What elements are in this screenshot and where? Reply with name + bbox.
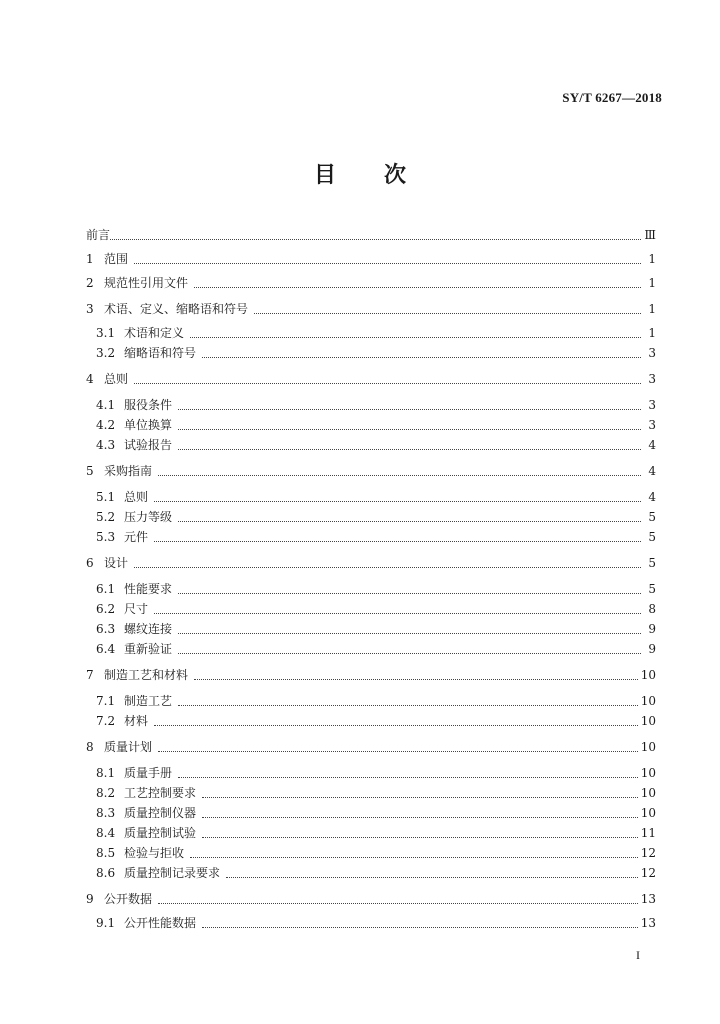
toc-entry-page: 9 [648, 642, 656, 656]
dot-leader [134, 369, 641, 384]
toc-entry-number: 5 [86, 464, 94, 478]
dot-leader [178, 415, 641, 430]
toc-entry-number: 5.2 [96, 510, 116, 524]
toc-subsection-entry[interactable] [96, 782, 656, 800]
toc-subsection-entry[interactable] [96, 506, 656, 524]
toc-entry-label: 规范性引用文件 [104, 276, 189, 290]
toc-entry-label: 质量控制仪器 [124, 806, 197, 820]
toc-entry-label: 检验与拒收 [124, 846, 185, 860]
toc-subsection-entry[interactable] [96, 638, 656, 656]
dot-leader [254, 299, 641, 314]
dot-leader [154, 527, 641, 542]
toc-entry-page: 12 [640, 846, 656, 860]
toc-entry-label: 工艺控制要求 [124, 786, 197, 800]
dot-leader [202, 823, 638, 838]
toc-entry[interactable] [86, 298, 656, 316]
dot-leader [178, 579, 641, 594]
toc-entry-label: 单位换算 [124, 418, 173, 432]
title-char-2: 次 [384, 163, 407, 188]
toc-subsection-entry[interactable] [96, 710, 656, 728]
toc-entry-number: 1 [86, 252, 94, 266]
toc-subsection-entry[interactable] [96, 802, 656, 820]
toc-entry-number: 8.5 [96, 846, 116, 860]
toc-entry-page: 8 [648, 602, 656, 616]
standard-code: SY/T 6267—2018 [562, 90, 662, 105]
toc-entry-label: 采购指南 [104, 464, 153, 478]
toc-entry-label: 试验报告 [124, 438, 173, 452]
toc-entry-number: 3.1 [96, 326, 116, 340]
title-char-1: 目 [313, 163, 336, 188]
dot-leader [158, 461, 641, 476]
toc-entry-number: 6.3 [96, 622, 116, 636]
toc-entry-page: 10 [640, 766, 656, 780]
toc-entry-number: 7 [86, 668, 94, 682]
toc-entry-number: 8.6 [96, 866, 116, 880]
toc-entry-page: 5 [648, 530, 656, 544]
toc-entry-label: 设计 [104, 556, 129, 570]
toc-entry-page: 13 [640, 916, 656, 930]
page-title [0, 158, 720, 189]
toc-entry-page: 3 [648, 418, 656, 432]
dot-leader [178, 619, 641, 634]
toc-entry-label: 质量控制记录要求 [124, 866, 221, 880]
dot-leader [202, 783, 638, 798]
toc-entry-number: 6.4 [96, 642, 116, 656]
toc-entry-page: 10 [640, 694, 656, 708]
toc-entry-page: 10 [640, 740, 656, 754]
dot-leader [178, 763, 638, 778]
dot-leader [202, 913, 638, 928]
toc-subsection-entry[interactable] [96, 842, 656, 860]
toc-entry-label: 制造工艺和材料 [104, 668, 189, 682]
dot-leader [178, 395, 641, 410]
toc-entry-label: 材料 [124, 714, 149, 728]
dot-leader [110, 225, 641, 240]
toc-entry-number: 7.2 [96, 714, 116, 728]
toc-entry[interactable] [86, 736, 656, 754]
dot-leader [178, 639, 641, 654]
toc-entry-number: 3 [86, 302, 94, 316]
toc-entry[interactable] [86, 664, 656, 682]
toc-entry-label: 重新验证 [124, 642, 173, 656]
toc-entry-label: 制造工艺 [124, 694, 173, 708]
toc-entry-page: 3 [648, 398, 656, 412]
toc-subsection-entry[interactable] [96, 598, 656, 616]
toc-entry[interactable] [86, 552, 656, 570]
toc-entry-number: 6.1 [96, 582, 116, 596]
toc-entry-number: 9 [86, 892, 94, 906]
toc-entry-number: 3.2 [96, 346, 116, 360]
toc-entry-label: 总则 [124, 490, 149, 504]
toc-entry-label: 性能要求 [124, 582, 173, 596]
toc-entry[interactable] [86, 460, 656, 478]
toc-entry-page: 11 [640, 826, 656, 840]
toc-entry-number: 9.1 [96, 916, 116, 930]
toc-entry[interactable] [86, 224, 656, 242]
toc-entry-number: 6 [86, 556, 94, 570]
toc-entry-number: 2 [86, 276, 94, 290]
dot-leader [194, 273, 641, 288]
toc-entry-page: 1 [648, 252, 656, 266]
toc-entry[interactable] [86, 248, 656, 266]
page-number: I [636, 948, 640, 962]
toc-entry-label: 元件 [124, 530, 149, 544]
toc-entry[interactable] [86, 272, 656, 290]
dot-leader [154, 599, 641, 614]
toc-entry-label: 压力等级 [124, 510, 173, 524]
toc-entry-label: 质量控制试验 [124, 826, 197, 840]
toc-entry-number: 8.2 [96, 786, 116, 800]
toc-subsection-entry[interactable] [96, 822, 656, 840]
toc-entry-number: 8.1 [96, 766, 116, 780]
toc-subsection-entry[interactable] [96, 486, 656, 504]
toc-entry-number: 8 [86, 740, 94, 754]
dot-leader [158, 889, 638, 904]
toc-entry-label: 范围 [104, 252, 129, 266]
toc-entry-page: 13 [640, 892, 656, 906]
toc-entry-label: 公开数据 [104, 892, 153, 906]
toc-entry-page: 10 [640, 786, 656, 800]
toc-entry-page: 5 [648, 582, 656, 596]
dot-leader [190, 323, 641, 338]
toc-entry-label: 质量计划 [104, 740, 153, 754]
toc-subsection-entry[interactable] [96, 322, 656, 340]
toc-subsection-entry[interactable] [96, 394, 656, 412]
toc-entry-label: 螺纹连接 [124, 622, 173, 636]
toc-entry-number: 8.4 [96, 826, 116, 840]
toc-entry-page: 12 [640, 866, 656, 880]
toc-entry-number: 4 [86, 372, 94, 386]
toc-entry-label: 服役条件 [124, 398, 173, 412]
dot-leader [202, 803, 638, 818]
toc-entry-label: 前言 [86, 228, 111, 242]
toc-entry-page: Ⅲ [644, 228, 656, 242]
toc-entry-page: 4 [648, 438, 656, 452]
toc-entry-page: 5 [648, 510, 656, 524]
toc-entry-page: 3 [648, 346, 656, 360]
dot-leader [158, 737, 638, 752]
toc-entry-page: 4 [648, 464, 656, 478]
toc-subsection-entry[interactable] [96, 690, 656, 708]
toc-entry-number: 4.2 [96, 418, 116, 432]
toc-entry-number: 5.3 [96, 530, 116, 544]
dot-leader [154, 487, 641, 502]
toc-entry[interactable] [86, 888, 656, 906]
toc-entry-label: 缩略语和符号 [124, 346, 197, 360]
toc-entry-page: 1 [648, 302, 656, 316]
toc-subsection-entry[interactable] [96, 762, 656, 780]
toc-entry-label: 术语和定义 [124, 326, 185, 340]
dot-leader [194, 665, 638, 680]
toc-entry-page: 4 [648, 490, 656, 504]
toc-entry-page: 10 [640, 714, 656, 728]
toc-entry-label: 尺寸 [124, 602, 149, 616]
toc-subsection-entry[interactable] [96, 618, 656, 636]
toc-subsection-entry[interactable] [96, 414, 656, 432]
dot-leader [178, 691, 638, 706]
dot-leader [154, 711, 638, 726]
toc-subsection-entry[interactable] [96, 578, 656, 596]
dot-leader [134, 553, 641, 568]
toc-entry[interactable] [86, 368, 656, 386]
toc-entry-label: 总则 [104, 372, 129, 386]
toc-entry-page: 1 [648, 276, 656, 290]
dot-leader [190, 843, 638, 858]
toc-entry-page: 10 [640, 668, 656, 682]
toc-entry-label: 质量手册 [124, 766, 173, 780]
toc-entry-label: 术语、定义、缩略语和符号 [104, 302, 249, 316]
toc-entry-page: 9 [648, 622, 656, 636]
dot-leader [178, 435, 641, 450]
toc-subsection-entry[interactable] [96, 862, 656, 880]
toc-entry-number: 4.1 [96, 398, 116, 412]
toc-entry-page: 3 [648, 372, 656, 386]
dot-leader [134, 249, 641, 264]
toc-entry-page: 5 [648, 556, 656, 570]
toc-entry-number: 7.1 [96, 694, 116, 708]
toc-entry-number: 6.2 [96, 602, 116, 616]
toc-entry-number: 5.1 [96, 490, 116, 504]
toc-entry-page: 1 [648, 326, 656, 340]
toc-entry-page: 10 [640, 806, 656, 820]
dot-leader [178, 507, 641, 522]
toc-subsection-entry[interactable] [96, 912, 656, 930]
toc-entry-number: 4.3 [96, 438, 116, 452]
toc-entry-number: 8.3 [96, 806, 116, 820]
toc-subsection-entry[interactable] [96, 434, 656, 452]
toc-entry-label: 公开性能数据 [124, 916, 197, 930]
dot-leader [202, 343, 641, 358]
dot-leader [226, 863, 638, 878]
toc-subsection-entry[interactable] [96, 342, 656, 360]
toc-subsection-entry[interactable] [96, 526, 656, 544]
